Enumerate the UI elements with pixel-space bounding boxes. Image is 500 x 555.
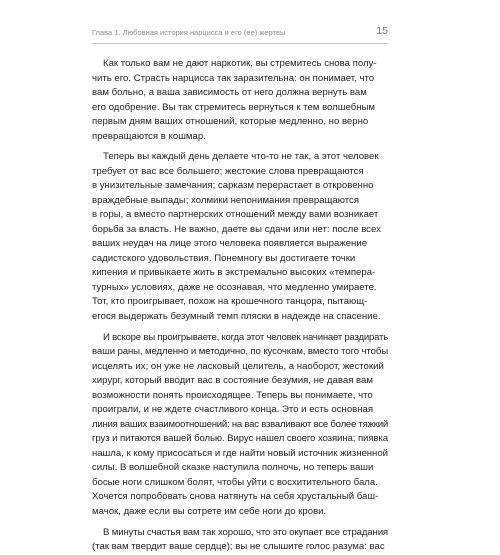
text-line: борьба за власть. Не важно, даете вы сдачи или нет: после всех <box>92 223 381 235</box>
body-text <box>92 57 388 555</box>
paragraph <box>92 331 388 520</box>
text-line: мачок, даже если вы сотрете им себе ноги до крови. <box>92 505 327 517</box>
text-line: турных» условиях, даже не осознавая, что медленно умираете. <box>92 281 377 293</box>
text-line: Теперь вы каждый день делаете что-то не так, а этот человек <box>103 151 379 163</box>
text-line: враждебные выпады; холмики непонимания превращаются <box>92 194 360 206</box>
text-line: в горы, а вместо партнерских отношений между вами возникает <box>92 209 379 221</box>
text-line: вам больно, а ваша зависимость от него должна вернуть вам <box>92 87 367 98</box>
text-line: линия ваших взаимоотношений: на вас взваливают все более тяжкий <box>92 418 388 430</box>
text-line: ваши раны, медленно и методично, по кусочкам, вместо того чтобы <box>92 346 388 358</box>
text-line: чить его. Страсть нарцисса так заразительна: он понимает, что <box>92 72 375 84</box>
text-line: В минуты счастья вам так хорошо, что это окупает все страдания <box>103 526 388 538</box>
text-line: в унизительные замечания; сарказм перерастает в откровенно <box>92 180 374 192</box>
text-line: (так вам твердит ваше сердце); вы не слышите голос разума: вас <box>92 541 385 553</box>
text-line: возможности понять происходящее. Теперь вы понимаете, что <box>92 389 373 401</box>
text-line: егося выдержать безумный темп пляски в надежде на спасение. <box>92 310 381 322</box>
text-line: кипения и привыкаете жить в экстремально высоких «темпера- <box>92 267 376 279</box>
page-number: 15 <box>376 25 388 37</box>
running-header <box>92 25 388 41</box>
text-line: проиграли, и не ждете счастливого конца. Это и есть основная <box>92 404 374 416</box>
text-line: первым дням ваших отношений, которые медленно, но верно <box>92 116 369 127</box>
text-line: превращаются в кошмар. <box>92 130 206 142</box>
text-line: садистского удовольствия. Понемногу вы достигаете точки <box>92 252 356 264</box>
text-line: Хочется попробовать снова натянуть на себя хрустальный баш- <box>92 491 379 503</box>
paragraph <box>92 526 388 555</box>
text-line: его одобрение. Вы так стремитесь вернуться к тем волшебным <box>92 101 375 113</box>
text-line: Тот, кто проигрывает, похож на крошечного танцора, пытающ- <box>92 296 368 308</box>
text-line: хирург, который вводит вас в состояние безумия, не давая вам <box>92 375 373 387</box>
text-line: требует от вас все большего; жестокие слова превращаются <box>92 165 364 177</box>
text-line: Как только вам не дают наркотик, вы стремитесь снова полу- <box>103 58 377 69</box>
paragraph <box>92 150 388 324</box>
text-line: исцелять их; он уже не ласковый целитель, а наоборот, жестокий <box>92 360 384 372</box>
text-line: И вскоре вы проигрываете, когда этот человек начинает раздирать <box>103 331 388 343</box>
chapter-title: Глава 1. Любовная история нарцисса и его (ее) жертвы <box>92 28 286 37</box>
text-line: босые ноги слишком болят, чтобы уйти с восхитительного бала. <box>92 476 378 488</box>
paragraph <box>92 57 388 144</box>
header-divider <box>92 43 388 44</box>
text-line: нашла, к кому присосаться и где найти новый источник жизненной <box>92 447 388 459</box>
text-line: ваших неудач на лице этого человека появляется выражение <box>92 238 368 250</box>
text-line: груз и питаются вашей болью. Вирус нашел своего хозяина; пиявка <box>92 433 388 445</box>
text-line: силы. В волшебной сказке наступила полночь, но теперь ваши <box>92 462 374 474</box>
